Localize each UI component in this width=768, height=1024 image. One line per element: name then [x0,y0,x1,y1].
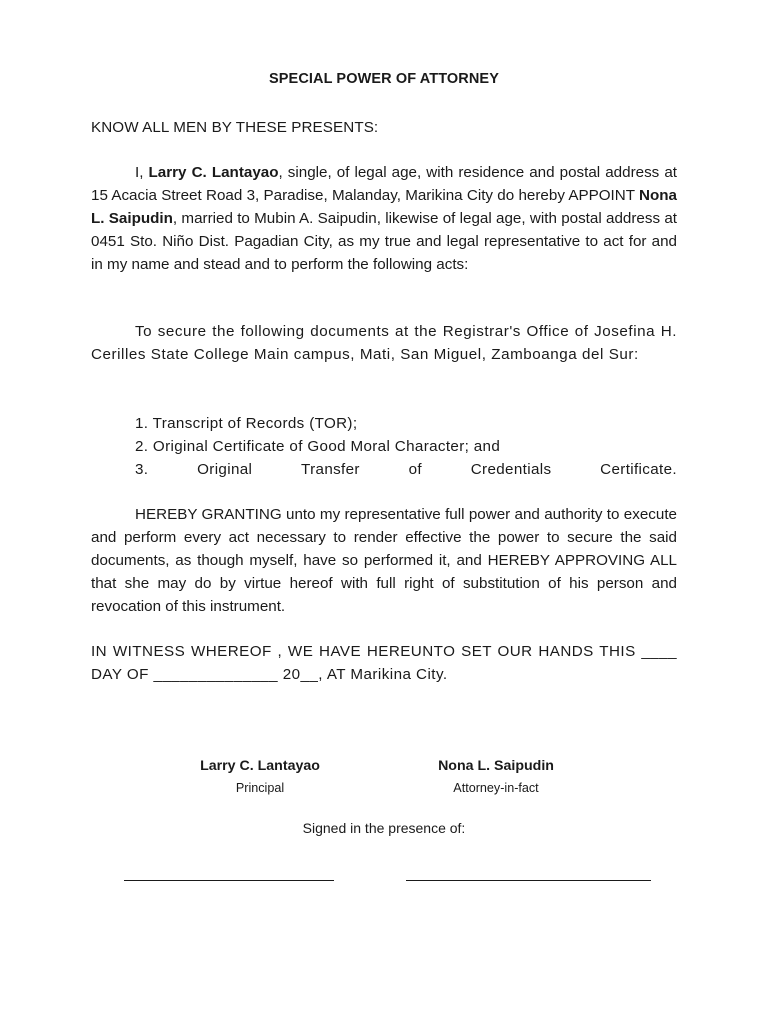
attorney-signature-block [421,756,571,798]
principal-name: Larry C. Lantayao [200,758,320,774]
granting-paragraph: HEREBY GRANTING unto my representative full power and authority to execute and perform every act necessary to render effective the power to secure the said documents, as though myself, have so performed it, and HEREBY APPROVING ALL that she may do by virtue hereof with full right of substitution of his person and revocation of this instrument. [91,506,677,615]
list-item-word: Transfer [301,461,360,478]
documents-list [135,412,677,481]
witness-paragraph: IN WITNESS WHEREOF , WE HAVE HEREUNTO SET OUR HANDS THIS ____ DAY OF ______________ 20__, AT Marikina City. [91,643,677,683]
list-item: 1. Transcript of Records (TOR); [135,415,358,432]
attorney-name-inline: Nona L. Saipudin [91,187,677,227]
list-item-word: of [408,461,422,478]
list-item [135,458,677,481]
list-item-word: Credentials [470,461,552,478]
principal-name-inline: Larry C. Lantayao [148,164,279,181]
list-item-word: Certificate. [600,461,677,478]
witness-label: Signed in the presence of: [302,820,466,836]
attorney-name: Nona L. Saipudin [438,758,554,774]
attorney-role: Attorney-in-fact [453,781,539,795]
appointment-text-end: , married to Mubin A. Saipudin, likewise of legal age, with postal address at 0451 Sto. Niño Dist. Pagadian City, as my true and legal representative to act for and in my name and stead and to perform the following acts: [91,210,677,273]
appointment-paragraph [91,161,677,276]
list-item-word: 3. [135,461,149,478]
witness-signature-line-2 [406,880,651,881]
list-item-word: Original [197,461,253,478]
list-item: 2. Original Certificate of Good Moral Character; and [135,438,501,455]
salutation: KNOW ALL MEN BY THESE PRESENTS: [91,119,379,136]
principal-signature-block [185,756,335,798]
principal-role: Principal [235,781,285,795]
appointment-text-middle: , single, of legal age, with residence and postal address at 15 Acacia Street Road 3, Paradise, Malanday, Marikina City do hereby APPOINT [91,164,677,204]
purpose-paragraph: To secure the following documents at the Registrar's Office of Josefina H. Cerilles State College Main campus, Mati, San Miguel, Zamboanga del Sur: [91,323,677,363]
document-title: SPECIAL POWER OF ATTORNEY [269,71,499,87]
document-page [91,0,677,1024]
appointment-text-start: I, [135,164,149,181]
witness-signature-line-1 [124,880,334,881]
